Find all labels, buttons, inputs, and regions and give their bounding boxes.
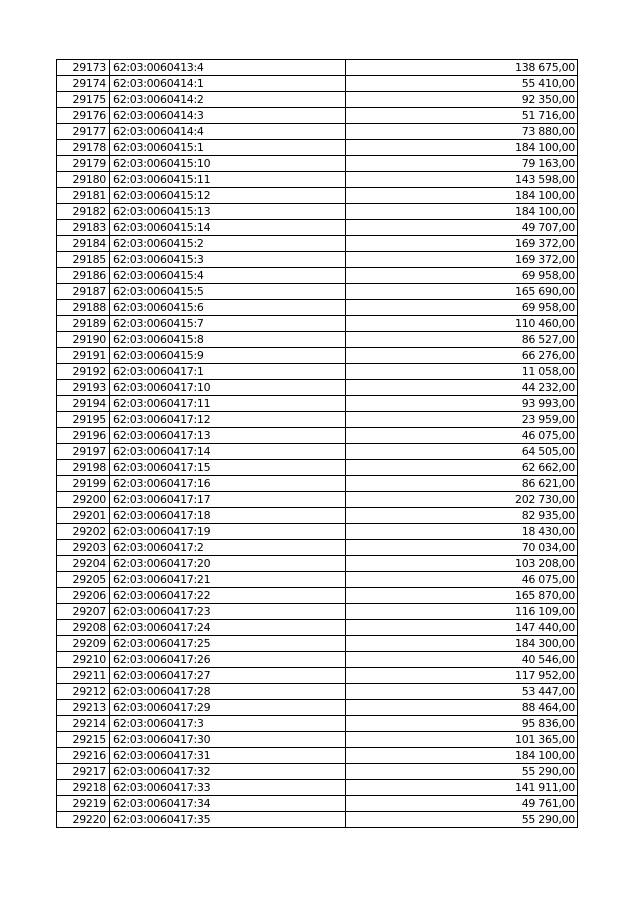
cadastral-number-cell: 62:03:0060417:19 bbox=[110, 524, 346, 540]
table-row bbox=[57, 476, 578, 492]
row-number-cell: 29175 bbox=[57, 92, 110, 108]
value-cell: 184 300,00 bbox=[346, 636, 578, 652]
row-number-cell: 29183 bbox=[57, 220, 110, 236]
value-cell: 66 276,00 bbox=[346, 348, 578, 364]
row-number-cell: 29208 bbox=[57, 620, 110, 636]
cadastral-number-cell: 62:03:0060417:1 bbox=[110, 364, 346, 380]
value-cell: 165 870,00 bbox=[346, 588, 578, 604]
value-cell: 117 952,00 bbox=[346, 668, 578, 684]
row-number-cell: 29185 bbox=[57, 252, 110, 268]
value-cell: 73 880,00 bbox=[346, 124, 578, 140]
cadastral-number-cell: 62:03:0060417:30 bbox=[110, 732, 346, 748]
cadastral-number-cell: 62:03:0060415:4 bbox=[110, 268, 346, 284]
table-row bbox=[57, 636, 578, 652]
value-cell: 184 100,00 bbox=[346, 140, 578, 156]
value-cell: 62 662,00 bbox=[346, 460, 578, 476]
cadastral-number-cell: 62:03:0060417:3 bbox=[110, 716, 346, 732]
value-cell: 103 208,00 bbox=[346, 556, 578, 572]
row-number-cell: 29173 bbox=[57, 60, 110, 76]
table-row bbox=[57, 108, 578, 124]
value-cell: 143 598,00 bbox=[346, 172, 578, 188]
cadastral-number-cell: 62:03:0060415:1 bbox=[110, 140, 346, 156]
value-cell: 55 290,00 bbox=[346, 764, 578, 780]
table-row bbox=[57, 332, 578, 348]
row-number-cell: 29206 bbox=[57, 588, 110, 604]
value-cell: 46 075,00 bbox=[346, 572, 578, 588]
row-number-cell: 29207 bbox=[57, 604, 110, 620]
row-number-cell: 29210 bbox=[57, 652, 110, 668]
value-cell: 46 075,00 bbox=[346, 428, 578, 444]
row-number-cell: 29196 bbox=[57, 428, 110, 444]
cadastral-number-cell: 62:03:0060417:26 bbox=[110, 652, 346, 668]
table-row bbox=[57, 204, 578, 220]
table-row bbox=[57, 524, 578, 540]
value-cell: 202 730,00 bbox=[346, 492, 578, 508]
table-row bbox=[57, 92, 578, 108]
value-cell: 147 440,00 bbox=[346, 620, 578, 636]
table-row bbox=[57, 412, 578, 428]
row-number-cell: 29189 bbox=[57, 316, 110, 332]
cadastral-number-cell: 62:03:0060417:20 bbox=[110, 556, 346, 572]
cadastral-number-cell: 62:03:0060417:11 bbox=[110, 396, 346, 412]
table-row bbox=[57, 700, 578, 716]
table-row bbox=[57, 588, 578, 604]
value-cell: 79 163,00 bbox=[346, 156, 578, 172]
cadastral-number-cell: 62:03:0060415:10 bbox=[110, 156, 346, 172]
table-row bbox=[57, 140, 578, 156]
cadastral-number-cell: 62:03:0060413:4 bbox=[110, 60, 346, 76]
table-row bbox=[57, 748, 578, 764]
row-number-cell: 29199 bbox=[57, 476, 110, 492]
value-cell: 93 993,00 bbox=[346, 396, 578, 412]
cadastral-number-cell: 62:03:0060415:6 bbox=[110, 300, 346, 316]
cadastral-number-cell: 62:03:0060415:8 bbox=[110, 332, 346, 348]
row-number-cell: 29181 bbox=[57, 188, 110, 204]
cadastral-number-cell: 62:03:0060415:12 bbox=[110, 188, 346, 204]
row-number-cell: 29201 bbox=[57, 508, 110, 524]
cadastral-number-cell: 62:03:0060415:5 bbox=[110, 284, 346, 300]
table-row bbox=[57, 460, 578, 476]
table-row bbox=[57, 444, 578, 460]
value-cell: 86 527,00 bbox=[346, 332, 578, 348]
value-cell: 53 447,00 bbox=[346, 684, 578, 700]
table-row bbox=[57, 348, 578, 364]
table-row bbox=[57, 236, 578, 252]
value-cell: 138 675,00 bbox=[346, 60, 578, 76]
value-cell: 49 761,00 bbox=[346, 796, 578, 812]
value-cell: 64 505,00 bbox=[346, 444, 578, 460]
cadastral-number-cell: 62:03:0060415:14 bbox=[110, 220, 346, 236]
cadastral-number-cell: 62:03:0060417:24 bbox=[110, 620, 346, 636]
cadastral-number-cell: 62:03:0060417:18 bbox=[110, 508, 346, 524]
cadastral-number-cell: 62:03:0060417:15 bbox=[110, 460, 346, 476]
row-number-cell: 29187 bbox=[57, 284, 110, 300]
value-cell: 86 621,00 bbox=[346, 476, 578, 492]
value-cell: 184 100,00 bbox=[346, 188, 578, 204]
cadastral-number-cell: 62:03:0060414:4 bbox=[110, 124, 346, 140]
table-row bbox=[57, 396, 578, 412]
row-number-cell: 29194 bbox=[57, 396, 110, 412]
row-number-cell: 29190 bbox=[57, 332, 110, 348]
table-row bbox=[57, 156, 578, 172]
row-number-cell: 29204 bbox=[57, 556, 110, 572]
row-number-cell: 29215 bbox=[57, 732, 110, 748]
table-row bbox=[57, 796, 578, 812]
value-cell: 40 546,00 bbox=[346, 652, 578, 668]
value-cell: 11 058,00 bbox=[346, 364, 578, 380]
row-number-cell: 29192 bbox=[57, 364, 110, 380]
row-number-cell: 29197 bbox=[57, 444, 110, 460]
cadastral-number-cell: 62:03:0060417:27 bbox=[110, 668, 346, 684]
value-cell: 165 690,00 bbox=[346, 284, 578, 300]
row-number-cell: 29200 bbox=[57, 492, 110, 508]
table-row bbox=[57, 124, 578, 140]
value-cell: 82 935,00 bbox=[346, 508, 578, 524]
table-row bbox=[57, 604, 578, 620]
row-number-cell: 29212 bbox=[57, 684, 110, 700]
value-cell: 69 958,00 bbox=[346, 300, 578, 316]
cadastral-number-cell: 62:03:0060415:11 bbox=[110, 172, 346, 188]
row-number-cell: 29186 bbox=[57, 268, 110, 284]
cadastral-number-cell: 62:03:0060417:25 bbox=[110, 636, 346, 652]
value-cell: 95 836,00 bbox=[346, 716, 578, 732]
cadastral-number-cell: 62:03:0060417:16 bbox=[110, 476, 346, 492]
cadastral-number-cell: 62:03:0060415:7 bbox=[110, 316, 346, 332]
table-row bbox=[57, 284, 578, 300]
row-number-cell: 29191 bbox=[57, 348, 110, 364]
table-row bbox=[57, 684, 578, 700]
cadastral-number-cell: 62:03:0060414:3 bbox=[110, 108, 346, 124]
table-row bbox=[57, 732, 578, 748]
cadastral-number-cell: 62:03:0060417:32 bbox=[110, 764, 346, 780]
table-row bbox=[57, 620, 578, 636]
value-cell: 51 716,00 bbox=[346, 108, 578, 124]
table-body bbox=[57, 60, 578, 828]
cadastre-table bbox=[56, 59, 578, 828]
cadastral-number-cell: 62:03:0060415:3 bbox=[110, 252, 346, 268]
row-number-cell: 29214 bbox=[57, 716, 110, 732]
table-row bbox=[57, 188, 578, 204]
cadastral-number-cell: 62:03:0060415:13 bbox=[110, 204, 346, 220]
cadastral-number-cell: 62:03:0060417:28 bbox=[110, 684, 346, 700]
value-cell: 44 232,00 bbox=[346, 380, 578, 396]
table-row bbox=[57, 780, 578, 796]
cadastral-number-cell: 62:03:0060417:31 bbox=[110, 748, 346, 764]
value-cell: 92 350,00 bbox=[346, 92, 578, 108]
table-row bbox=[57, 508, 578, 524]
value-cell: 18 430,00 bbox=[346, 524, 578, 540]
table-row bbox=[57, 716, 578, 732]
row-number-cell: 29180 bbox=[57, 172, 110, 188]
cadastral-number-cell: 62:03:0060417:12 bbox=[110, 412, 346, 428]
cadastral-number-cell: 62:03:0060417:2 bbox=[110, 540, 346, 556]
table-row bbox=[57, 652, 578, 668]
cadastral-number-cell: 62:03:0060417:21 bbox=[110, 572, 346, 588]
row-number-cell: 29182 bbox=[57, 204, 110, 220]
value-cell: 141 911,00 bbox=[346, 780, 578, 796]
cadastral-number-cell: 62:03:0060417:14 bbox=[110, 444, 346, 460]
row-number-cell: 29188 bbox=[57, 300, 110, 316]
value-cell: 88 464,00 bbox=[346, 700, 578, 716]
cadastral-number-cell: 62:03:0060417:10 bbox=[110, 380, 346, 396]
value-cell: 101 365,00 bbox=[346, 732, 578, 748]
row-number-cell: 29174 bbox=[57, 76, 110, 92]
row-number-cell: 29219 bbox=[57, 796, 110, 812]
row-number-cell: 29202 bbox=[57, 524, 110, 540]
table-row bbox=[57, 572, 578, 588]
table-row bbox=[57, 668, 578, 684]
row-number-cell: 29209 bbox=[57, 636, 110, 652]
row-number-cell: 29195 bbox=[57, 412, 110, 428]
row-number-cell: 29213 bbox=[57, 700, 110, 716]
table-row bbox=[57, 380, 578, 396]
cadastral-number-cell: 62:03:0060417:34 bbox=[110, 796, 346, 812]
cadastral-number-cell: 62:03:0060417:22 bbox=[110, 588, 346, 604]
table-row bbox=[57, 60, 578, 76]
table-row bbox=[57, 172, 578, 188]
cadastral-number-cell: 62:03:0060417:17 bbox=[110, 492, 346, 508]
value-cell: 116 109,00 bbox=[346, 604, 578, 620]
row-number-cell: 29211 bbox=[57, 668, 110, 684]
value-cell: 55 410,00 bbox=[346, 76, 578, 92]
row-number-cell: 29217 bbox=[57, 764, 110, 780]
table-row bbox=[57, 540, 578, 556]
row-number-cell: 29179 bbox=[57, 156, 110, 172]
value-cell: 69 958,00 bbox=[346, 268, 578, 284]
value-cell: 184 100,00 bbox=[346, 748, 578, 764]
table-row bbox=[57, 812, 578, 828]
cadastral-number-cell: 62:03:0060417:29 bbox=[110, 700, 346, 716]
row-number-cell: 29184 bbox=[57, 236, 110, 252]
table-row bbox=[57, 220, 578, 236]
table-row bbox=[57, 252, 578, 268]
cadastral-number-cell: 62:03:0060417:35 bbox=[110, 812, 346, 828]
table-row bbox=[57, 76, 578, 92]
row-number-cell: 29177 bbox=[57, 124, 110, 140]
value-cell: 49 707,00 bbox=[346, 220, 578, 236]
value-cell: 169 372,00 bbox=[346, 252, 578, 268]
value-cell: 184 100,00 bbox=[346, 204, 578, 220]
value-cell: 110 460,00 bbox=[346, 316, 578, 332]
value-cell: 55 290,00 bbox=[346, 812, 578, 828]
row-number-cell: 29220 bbox=[57, 812, 110, 828]
row-number-cell: 29216 bbox=[57, 748, 110, 764]
table-row bbox=[57, 268, 578, 284]
row-number-cell: 29176 bbox=[57, 108, 110, 124]
table-row bbox=[57, 364, 578, 380]
cadastral-number-cell: 62:03:0060415:9 bbox=[110, 348, 346, 364]
row-number-cell: 29218 bbox=[57, 780, 110, 796]
cadastral-number-cell: 62:03:0060414:2 bbox=[110, 92, 346, 108]
table-row bbox=[57, 316, 578, 332]
row-number-cell: 29193 bbox=[57, 380, 110, 396]
table-row bbox=[57, 300, 578, 316]
table-row bbox=[57, 556, 578, 572]
cadastral-number-cell: 62:03:0060414:1 bbox=[110, 76, 346, 92]
cadastral-number-cell: 62:03:0060417:33 bbox=[110, 780, 346, 796]
cadastral-number-cell: 62:03:0060417:23 bbox=[110, 604, 346, 620]
table-row bbox=[57, 492, 578, 508]
value-cell: 169 372,00 bbox=[346, 236, 578, 252]
table-row bbox=[57, 428, 578, 444]
row-number-cell: 29205 bbox=[57, 572, 110, 588]
cadastral-number-cell: 62:03:0060417:13 bbox=[110, 428, 346, 444]
cadastral-number-cell: 62:03:0060415:2 bbox=[110, 236, 346, 252]
row-number-cell: 29203 bbox=[57, 540, 110, 556]
value-cell: 70 034,00 bbox=[346, 540, 578, 556]
row-number-cell: 29198 bbox=[57, 460, 110, 476]
row-number-cell: 29178 bbox=[57, 140, 110, 156]
value-cell: 23 959,00 bbox=[346, 412, 578, 428]
table-row bbox=[57, 764, 578, 780]
